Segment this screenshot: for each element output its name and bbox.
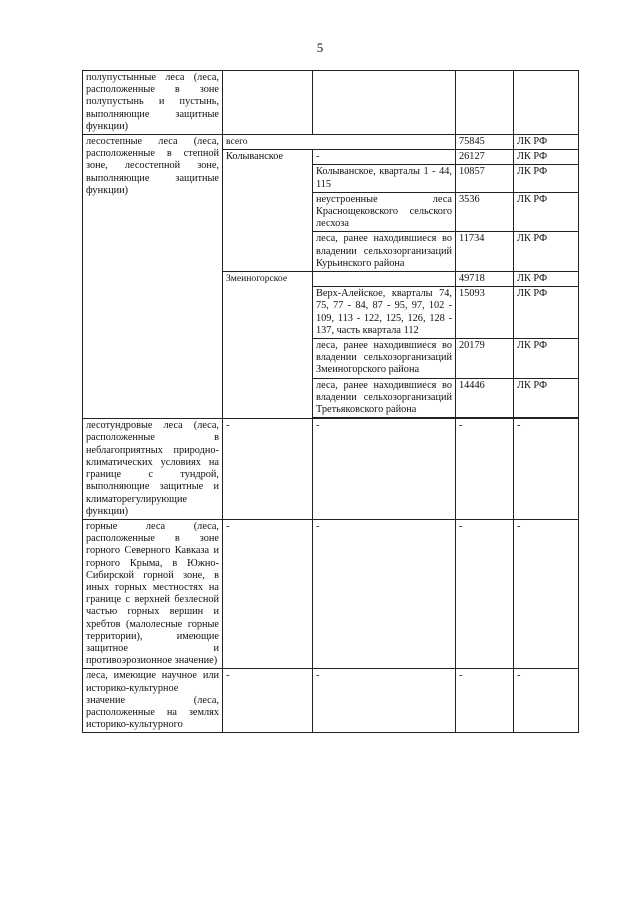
area-cell: 20179 (456, 339, 514, 379)
area-cell: 3536 (456, 192, 514, 232)
district-desc-cell: леса, ранее находившиеся во владении сельхозорганизаций Змеиногорского района (313, 339, 456, 379)
code-cell: ЛК РФ (514, 378, 579, 418)
empty-cell (313, 71, 456, 135)
code-cell: ЛК РФ (514, 192, 579, 232)
dash-cell: - (456, 419, 514, 520)
code-cell: ЛК РФ (514, 150, 579, 165)
district-desc-cell: Верх-Алейское, кварталы 74, 75, 77 - 84, 87 - 95, 97, 102 - 109, 113 - 122, 125, 126, 128 - 137, часть квартала 112 (313, 287, 456, 339)
dash-cell: - (514, 669, 579, 733)
category-cell: горные леса (леса, расположенные в зоне горного Северного Кавказа и горного Крыма, в Южно-Сибирской горной зоне, в иных горных местностях на границе с верхней безлесной частью горных вершин и хребтов (малолесные горные территории), имеющие защитное и противоэрозионное значение) (83, 519, 223, 668)
area-cell: 49718 (456, 272, 514, 287)
category-cell: лесотундровые леса (леса, расположенные в неблагоприятных природно-климатических условиях на границе с тундрой, выполняющие защитные и климаторегулирующие функции) (83, 419, 223, 520)
forestry-name-cell: Змеиногорское (223, 272, 313, 419)
forest-categories-table (82, 70, 579, 733)
category-cell: лесостепные леса (леса, расположенные в степной зоне, лесостепной зоне, выполняющие защитные функции) (83, 135, 223, 419)
dash-cell: - (223, 519, 313, 668)
code-cell: ЛК РФ (514, 272, 579, 287)
page-number: 5 (316, 40, 324, 55)
table-row (83, 135, 579, 150)
area-cell: 11734 (456, 232, 514, 272)
district-desc-cell: Колыванское, кварталы 1 - 44, 115 (313, 165, 456, 192)
area-cell: 26127 (456, 150, 514, 165)
category-cell: полупустынные леса (леса, расположенные в зоне полупустынь и пустынь, выполняющие защитные функции) (83, 71, 223, 135)
dash-cell: - (514, 519, 579, 668)
empty-cell (313, 272, 456, 287)
dash-cell: - (456, 669, 514, 733)
table-row (83, 419, 579, 520)
code-cell: ЛК РФ (514, 135, 579, 150)
dash-cell: - (456, 519, 514, 668)
area-cell: 14446 (456, 378, 514, 418)
empty-cell (223, 71, 313, 135)
dash-cell: - (223, 669, 313, 733)
dash-cell: - (514, 419, 579, 520)
table-row (83, 669, 579, 733)
district-desc-cell: леса, ранее находившиеся во владении сельхозорганизаций Третьяковского района (313, 378, 456, 418)
code-cell: ЛК РФ (514, 165, 579, 192)
table-row (83, 71, 579, 135)
dash-cell: - (313, 669, 456, 733)
table-row (83, 519, 579, 668)
dash-cell: - (313, 150, 456, 165)
area-cell: 10857 (456, 165, 514, 192)
area-cell: 15093 (456, 287, 514, 339)
empty-cell (456, 71, 514, 135)
empty-cell (514, 71, 579, 135)
code-cell: ЛК РФ (514, 339, 579, 379)
forestry-name-cell: Колыванское (223, 150, 313, 272)
district-desc-cell: неустроенные леса Краснощековского сельского лесхоза (313, 192, 456, 232)
area-cell: 75845 (456, 135, 514, 150)
district-desc-cell: леса, ранее находившиеся во владении сельхозорганизаций Курьинского района (313, 232, 456, 272)
dash-cell: - (223, 419, 313, 520)
dash-cell: - (313, 519, 456, 668)
code-cell: ЛК РФ (514, 232, 579, 272)
category-cell: леса, имеющие научное или историко-культурное значение (леса, расположенные на землях историко-культурного (83, 669, 223, 733)
total-label: всего (223, 135, 456, 150)
code-cell: ЛК РФ (514, 287, 579, 339)
dash-cell: - (313, 419, 456, 520)
